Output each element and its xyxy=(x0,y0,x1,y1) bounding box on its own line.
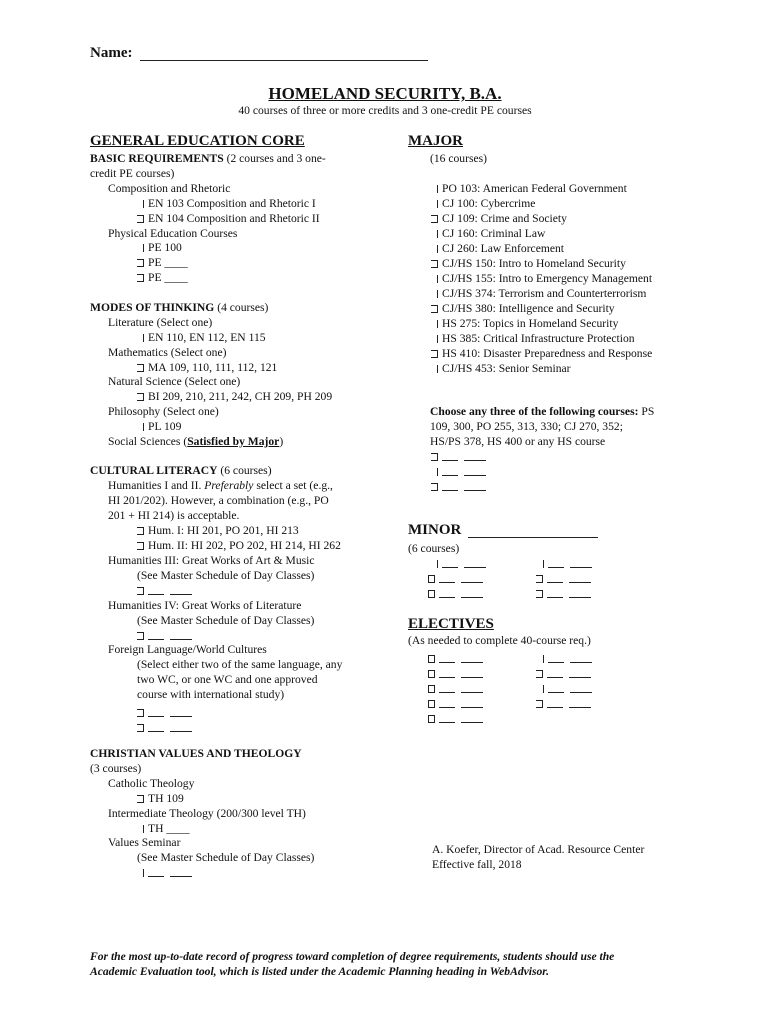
page-subtitle: 40 courses of three or more credits and 3 one-credit PE courses xyxy=(238,104,532,117)
cath-1-label: TH 109 xyxy=(148,792,184,805)
values-label: Values Seminar xyxy=(108,836,181,849)
checkbox[interactable] xyxy=(140,423,144,431)
major-course-item xyxy=(434,286,646,301)
blank[interactable] xyxy=(461,692,483,693)
checkbox[interactable] xyxy=(434,335,438,343)
gap xyxy=(564,652,570,665)
hum-line-1b: Preferably xyxy=(204,479,254,492)
gap xyxy=(455,712,461,725)
blank[interactable] xyxy=(461,597,483,598)
checkbox[interactable] xyxy=(137,632,144,640)
major-course-item xyxy=(431,211,567,226)
cult-head: CULTURAL LITERACY xyxy=(90,464,218,477)
minor-name-field[interactable] xyxy=(468,537,598,538)
major-course-label: CJ/HS 150: Intro to Homeland Security xyxy=(442,257,626,270)
major-course-item xyxy=(434,331,635,346)
choose-bold: Choose any three of the following courses: xyxy=(430,405,639,418)
blank[interactable] xyxy=(547,707,563,708)
elective-slot xyxy=(428,711,483,726)
name-field[interactable] xyxy=(140,60,428,61)
flang-label: Foreign Language/World Cultures xyxy=(108,643,267,656)
checkbox[interactable] xyxy=(428,590,435,598)
comp-1-label: EN 103 Composition and Rhetoric I xyxy=(148,197,316,210)
major-course-item xyxy=(434,316,618,331)
checkbox[interactable] xyxy=(137,274,144,282)
checkbox[interactable] xyxy=(137,527,144,535)
major-note: (16 courses) xyxy=(430,152,487,165)
hum4-item xyxy=(137,628,192,643)
hum4-note: (See Master Schedule of Day Classes) xyxy=(137,614,315,627)
blank[interactable] xyxy=(148,716,164,717)
hum-1-label: Hum. I: HI 201, PO 201, HI 213 xyxy=(148,524,299,537)
nat-opts: BI 209, 210, 211, 242, CH 209, PH 209 xyxy=(148,390,333,403)
checkbox[interactable] xyxy=(536,575,543,583)
major-course-label: CJ/HS 155: Intro to Emergency Management xyxy=(442,272,653,285)
gap xyxy=(455,697,461,710)
lit-opts: EN 110, EN 112, EN 115 xyxy=(148,331,266,344)
major-course-item xyxy=(434,271,652,286)
gap xyxy=(563,697,569,710)
choose-item-3 xyxy=(431,479,486,494)
blank[interactable] xyxy=(148,594,164,595)
blank[interactable] xyxy=(148,639,164,640)
checkbox[interactable] xyxy=(540,685,544,693)
cult-note: (6 courses) xyxy=(217,464,272,477)
checkbox[interactable] xyxy=(434,185,438,193)
major-course-label: HS 275: Topics in Homeland Security xyxy=(442,317,619,330)
checkbox[interactable] xyxy=(428,685,435,693)
minor-note: (6 courses) xyxy=(408,542,460,555)
checkbox[interactable] xyxy=(431,260,438,268)
major-course-item xyxy=(431,301,615,316)
checkbox[interactable] xyxy=(137,542,144,550)
major-course-item xyxy=(434,361,571,376)
soc-close: ) xyxy=(279,435,284,448)
gap xyxy=(563,587,569,600)
choose-1: PS xyxy=(638,405,655,418)
checkbox[interactable] xyxy=(140,869,144,877)
blank[interactable] xyxy=(461,722,483,723)
soc-satisfied: Satisfied by Major xyxy=(187,435,280,448)
hum-line-2: HI 201/202). However, a combination (e.g., PO xyxy=(108,494,329,507)
major-course-label: HS 385: Critical Infrastructure Protection xyxy=(442,332,635,345)
blank[interactable] xyxy=(170,639,192,640)
elective-slot xyxy=(428,696,483,711)
blank[interactable] xyxy=(170,716,192,717)
gap xyxy=(564,682,570,695)
inter-item xyxy=(140,821,190,836)
pe-3-label: PE ____ xyxy=(148,271,188,284)
hum-line-3: 201 + HI 214) is acceptable. xyxy=(108,509,240,522)
math-item xyxy=(137,360,277,375)
comp-label: Composition and Rhetoric xyxy=(108,182,231,195)
name-label: Name: xyxy=(90,45,133,61)
elective-slot xyxy=(428,651,483,666)
elective-slot xyxy=(540,651,592,666)
major-course-item xyxy=(431,346,652,361)
cvt-head: CHRISTIAN VALUES AND THEOLOGY xyxy=(90,747,302,760)
major-course-label: CJ/HS 374: Terrorism and Counterterrorism xyxy=(442,287,647,300)
basic-requirements xyxy=(90,151,326,166)
gap xyxy=(455,587,461,600)
flang-item-1 xyxy=(137,705,192,720)
flang-note-3: course with international study) xyxy=(137,688,285,701)
blank[interactable] xyxy=(442,460,458,461)
minor-slot xyxy=(536,571,591,586)
blank[interactable] xyxy=(570,692,592,693)
checkbox[interactable] xyxy=(140,825,144,833)
blank[interactable] xyxy=(548,662,564,663)
lit-label: Literature (Select one) xyxy=(108,316,213,329)
pe-item-2 xyxy=(137,255,188,270)
phil-item xyxy=(140,419,181,434)
checkbox[interactable] xyxy=(431,453,438,461)
blank[interactable] xyxy=(547,582,563,583)
inter-1-label: TH ____ xyxy=(148,822,190,835)
pe-item-3 xyxy=(137,270,188,285)
blank[interactable] xyxy=(442,567,458,568)
checkbox[interactable] xyxy=(431,483,438,491)
major-course-item xyxy=(434,196,535,211)
checkbox[interactable] xyxy=(140,334,144,342)
blank[interactable] xyxy=(570,662,592,663)
blank[interactable] xyxy=(548,692,564,693)
checkbox[interactable] xyxy=(434,200,438,208)
checkbox[interactable] xyxy=(431,305,438,313)
blank[interactable] xyxy=(548,567,564,568)
checkbox[interactable] xyxy=(428,575,435,583)
checkbox[interactable] xyxy=(137,724,144,732)
major-course-label: CJ 260: Law Enforcement xyxy=(442,242,565,255)
phil-opts: PL 109 xyxy=(148,420,182,433)
checkbox[interactable] xyxy=(540,560,544,568)
signature-line-1: A. Koefer, Director of Acad. Resource Center xyxy=(432,843,645,856)
lit-item xyxy=(140,330,266,345)
checkbox[interactable] xyxy=(428,655,435,663)
flang-item-2 xyxy=(137,720,192,735)
values-note: (See Master Schedule of Day Classes) xyxy=(137,851,315,864)
elective-slot xyxy=(428,681,483,696)
blank[interactable] xyxy=(439,707,455,708)
blank[interactable] xyxy=(442,475,458,476)
checkbox[interactable] xyxy=(137,795,144,803)
blank[interactable] xyxy=(570,567,592,568)
major-course-item xyxy=(434,226,545,241)
footer-line-1: For the most up-to-date record of progress toward completion of degree requirements, students should use the xyxy=(90,950,615,963)
blank[interactable] xyxy=(461,677,483,678)
electives-heading: ELECTIVES xyxy=(408,616,494,632)
minor-heading: MINOR xyxy=(408,522,462,538)
soc-line xyxy=(108,434,283,449)
major-course-item xyxy=(434,181,627,196)
checkbox[interactable] xyxy=(428,700,435,708)
blank[interactable] xyxy=(439,662,455,663)
checkbox[interactable] xyxy=(434,275,438,283)
checkbox[interactable] xyxy=(140,244,144,252)
signature-line-2: Effective fall, 2018 xyxy=(432,858,522,871)
nat-label: Natural Science (Select one) xyxy=(108,375,241,388)
hum3-item xyxy=(137,583,192,598)
blank[interactable] xyxy=(569,582,591,583)
major-course-label: HS 410: Disaster Preparedness and Response xyxy=(442,347,653,360)
checkbox[interactable] xyxy=(137,259,144,267)
checkbox[interactable] xyxy=(140,200,144,208)
pe-1-label: PE 100 xyxy=(148,241,182,254)
major-course-label: PO 103: American Federal Government xyxy=(442,182,627,195)
blank[interactable] xyxy=(148,876,164,877)
elective-slot xyxy=(536,696,591,711)
minor-slot xyxy=(428,571,483,586)
checkbox[interactable] xyxy=(536,590,543,598)
checkbox[interactable] xyxy=(434,245,438,253)
major-course-label: CJ 109: Crime and Society xyxy=(442,212,567,225)
checkbox[interactable] xyxy=(434,320,438,328)
checkbox[interactable] xyxy=(137,709,144,717)
cath-item xyxy=(137,791,184,806)
comp-item-1 xyxy=(140,196,316,211)
blank[interactable] xyxy=(569,707,591,708)
electives-note: (As needed to complete 40-course req.) xyxy=(408,634,591,647)
minor-slot xyxy=(536,586,591,601)
checkbox[interactable] xyxy=(434,560,438,568)
hum-item-1 xyxy=(137,523,299,538)
choose-item-2 xyxy=(434,464,486,479)
major-heading: MAJOR xyxy=(408,133,463,149)
nat-item xyxy=(137,389,332,404)
elective-slot xyxy=(536,666,591,681)
checkbox[interactable] xyxy=(137,587,144,595)
blank[interactable] xyxy=(461,707,483,708)
modes-note: (4 courses) xyxy=(214,301,269,314)
pe-label: Physical Education Courses xyxy=(108,227,238,240)
values-item xyxy=(140,865,192,880)
hum4-label: Humanities IV: Great Works of Literature xyxy=(108,599,302,612)
cultural-literacy xyxy=(90,463,272,478)
checkbox[interactable] xyxy=(428,670,435,678)
inter-label: Intermediate Theology (200/300 level TH) xyxy=(108,807,306,820)
choose-item-1 xyxy=(431,449,486,464)
hum-item-2 xyxy=(137,538,341,553)
gap xyxy=(455,652,461,665)
gen-ed-heading: GENERAL EDUCATION CORE xyxy=(90,133,305,149)
blank[interactable] xyxy=(569,597,591,598)
blank[interactable] xyxy=(461,662,483,663)
elective-slot xyxy=(540,681,592,696)
major-course-item xyxy=(434,241,564,256)
blank[interactable] xyxy=(464,460,486,461)
basic-note: (2 courses and 3 one- xyxy=(223,152,326,165)
comp-2-label: EN 104 Composition and Rhetoric II xyxy=(148,212,320,225)
checkbox[interactable] xyxy=(434,468,438,476)
major-course-label: CJ 160: Criminal Law xyxy=(442,227,546,240)
checkbox[interactable] xyxy=(536,700,543,708)
gap xyxy=(455,572,461,585)
basic-head: BASIC REQUIREMENTS xyxy=(90,152,224,165)
blank[interactable] xyxy=(170,731,192,732)
checkbox[interactable] xyxy=(431,215,438,223)
gap xyxy=(563,572,569,585)
major-course-label: CJ/HS 380: Intelligence and Security xyxy=(442,302,615,315)
checkbox[interactable] xyxy=(137,364,144,372)
blank[interactable] xyxy=(439,722,455,723)
choose-line-3: HS/PS 378, HS 400 or any HS course xyxy=(430,435,606,448)
hum-line-1c: select a set (e.g., xyxy=(253,479,333,492)
choose-line-2: 109, 300, PO 255, 313, 330; CJ 270, 352; xyxy=(430,420,623,433)
blank[interactable] xyxy=(547,677,563,678)
cath-label: Catholic Theology xyxy=(108,777,195,790)
blank[interactable] xyxy=(170,594,192,595)
hum3-label: Humanities III: Great Works of Art & Music xyxy=(108,554,315,567)
checkbox[interactable] xyxy=(540,655,544,663)
blank[interactable] xyxy=(547,597,563,598)
comp-item-2 xyxy=(137,211,320,226)
pe-2-label: PE ____ xyxy=(148,256,188,269)
footer-line-2: Academic Evaluation tool, which is listed under the Academic Planning heading in WebAdvisor. xyxy=(90,965,550,978)
checkbox[interactable] xyxy=(431,350,438,358)
blank[interactable] xyxy=(439,582,455,583)
basic-note-2: credit PE courses) xyxy=(90,167,175,180)
gap xyxy=(455,682,461,695)
major-course-label: CJ/HS 453: Senior Seminar xyxy=(442,362,571,375)
blank[interactable] xyxy=(464,475,486,476)
blank[interactable] xyxy=(464,567,486,568)
cvt-note: (3 courses) xyxy=(90,762,142,775)
phil-label: Philosophy (Select one) xyxy=(108,405,219,418)
checkbox[interactable] xyxy=(434,230,438,238)
checkbox[interactable] xyxy=(536,670,543,678)
flang-note-2: two WC, or one WC and one approved xyxy=(137,673,318,686)
checkbox[interactable] xyxy=(434,365,438,373)
modes-of-thinking xyxy=(90,300,268,315)
checkbox[interactable] xyxy=(137,393,144,401)
blank[interactable] xyxy=(439,597,455,598)
soc-label: Social Sciences ( xyxy=(108,435,188,448)
hum-2-label: Hum. II: HI 202, PO 202, HI 214, HI 262 xyxy=(148,539,341,552)
pe-item-1 xyxy=(140,240,182,255)
elective-slot xyxy=(428,666,483,681)
minor-slot xyxy=(434,556,486,571)
gap xyxy=(563,667,569,680)
blank[interactable] xyxy=(461,582,483,583)
hum-line-1 xyxy=(108,478,333,493)
minor-slot xyxy=(428,586,483,601)
checkbox[interactable] xyxy=(428,715,435,723)
major-course-label: CJ 100: Cybercrime xyxy=(442,197,536,210)
minor-slot xyxy=(540,556,592,571)
blank[interactable] xyxy=(170,876,192,877)
choose-line-1 xyxy=(430,404,654,419)
math-label: Mathematics (Select one) xyxy=(108,346,227,359)
blank[interactable] xyxy=(464,490,486,491)
gap xyxy=(564,557,570,570)
major-course-item xyxy=(431,256,626,271)
hum3-note: (See Master Schedule of Day Classes) xyxy=(137,569,315,582)
blank[interactable] xyxy=(569,677,591,678)
math-opts: MA 109, 110, 111, 112, 121 xyxy=(148,361,278,374)
checkbox[interactable] xyxy=(137,215,144,223)
gap xyxy=(458,557,464,570)
flang-note-1: (Select either two of the same language, any xyxy=(137,658,343,671)
blank[interactable] xyxy=(148,731,164,732)
hum-line-1a: Humanities I and II. xyxy=(108,479,205,492)
blank[interactable] xyxy=(439,677,455,678)
page-title: HOMELAND SECURITY, B.A. xyxy=(268,84,502,103)
modes-head: MODES OF THINKING xyxy=(90,301,215,314)
blank[interactable] xyxy=(439,692,455,693)
checkbox[interactable] xyxy=(434,290,438,298)
gap xyxy=(455,667,461,680)
blank[interactable] xyxy=(442,490,458,491)
